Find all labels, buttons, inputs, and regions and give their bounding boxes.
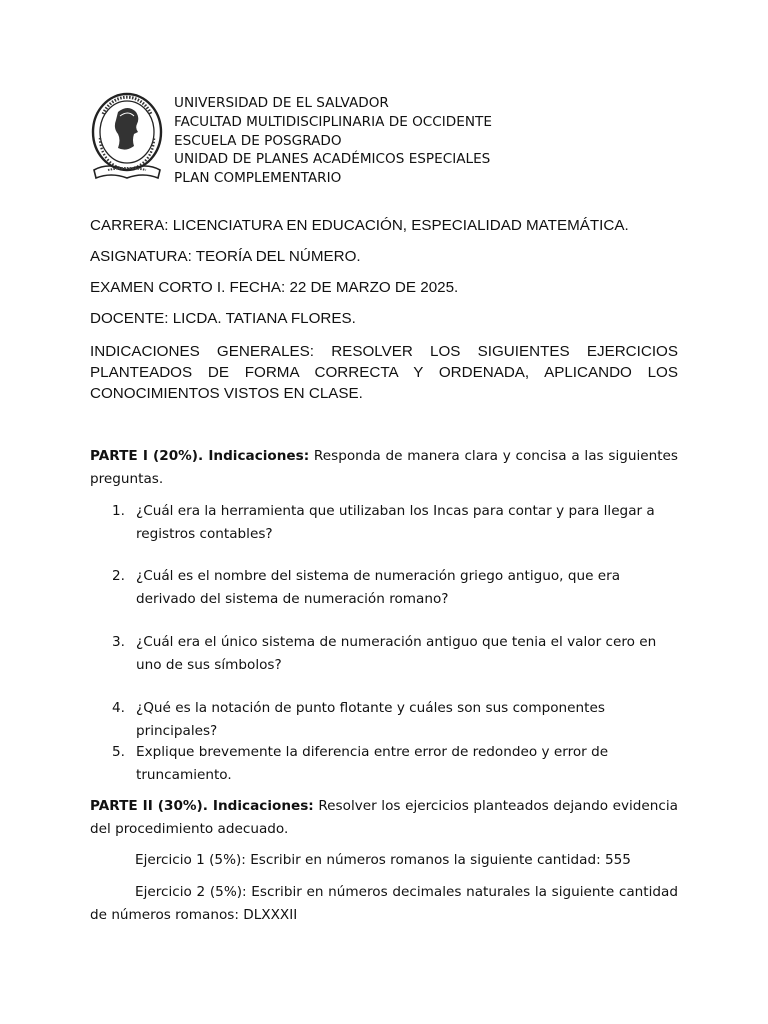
part-two-instructions [90,795,678,840]
question-text: ¿Cuál era la herramienta que utilizaban los Incas para contar y para llegar a registros contables? [136,503,655,542]
question-item [90,697,678,742]
carrera-line: CARRERA: LICENCIATURA EN EDUCACIÓN, ESPECIALIDAD MATEMÁTICA. [90,217,629,234]
header-line: PLAN COMPLEMENTARIO [174,170,342,187]
part-one-instruction-text: Responda de manera clara y concisa a las siguientes preguntas. [90,448,678,487]
part-one-instructions [90,445,678,490]
header-line: ESCUELA DE POSGRADO [174,132,342,149]
exercise-text: Ejercicio 1 (5%): Escribir en números romanos la siguiente cantidad: 555 [135,852,631,868]
question-text: Explique brevemente la diferencia entre error de redondeo y error de truncamiento. [136,744,609,783]
question-number: 1. [112,503,125,519]
part-two-heading: PARTE II (30%). Indicaciones: [90,798,314,814]
header-line: UNIDAD DE PLANES ACADÉMICOS ESPECIALES [174,151,491,168]
general-instructions: INDICACIONES GENERALES: RESOLVER LOS SIGUIENTES EJERCICIOS PLANTEADOS DE FORMA CORRECTA Y ORDENADA, APLICANDO LOS CONOCIMIENTOS VISTOS EN CLASE. [90,343,678,402]
docente-line: DOCENTE: LICDA. TATIANA FLORES. [90,310,356,327]
header-line: FACULTAD MULTIDISCIPLINARIA DE OCCIDENTE [174,113,492,130]
examen-line: EXAMEN CORTO I. FECHA: 22 DE MARZO DE 2025. [90,279,459,296]
question-text: ¿Qué es la notación de punto flotante y cuáles son sus componentes principales? [136,700,605,739]
question-text: ¿Cuál es el nombre del sistema de numeración griego antiguo, que era derivado del sistema de numeración romano? [136,568,621,607]
question-number: 2. [112,568,125,584]
question-number: 5. [112,744,125,760]
exercise-text: Ejercicio 2 (5%): Escribir en números decimales naturales la siguiente cantidad de números romanos: DLXXXII [90,884,678,923]
asignatura-line: ASIGNATURA: TEORÍA DEL NÚMERO. [90,248,361,265]
institution-header [174,94,492,188]
part-one-heading: PARTE I (20%). Indicaciones: [90,448,310,464]
part-two-instruction-text: Resolver los ejercicios planteados dejando evidencia del procedimiento adecuado. [90,798,678,837]
question-item [90,631,678,676]
question-item [90,741,678,786]
exercise-item [90,849,678,872]
question-item [90,565,678,610]
question-number: 3. [112,634,125,650]
question-text: ¿Cuál era el único sistema de numeración antiguo que tenia el valor cero en uno de sus símbolos? [136,634,657,673]
header-line: UNIVERSIDAD DE EL SALVADOR [174,95,389,111]
question-item [90,500,678,545]
exercise-item [90,881,678,926]
university-seal-icon [88,90,166,186]
question-number: 4. [112,700,125,716]
